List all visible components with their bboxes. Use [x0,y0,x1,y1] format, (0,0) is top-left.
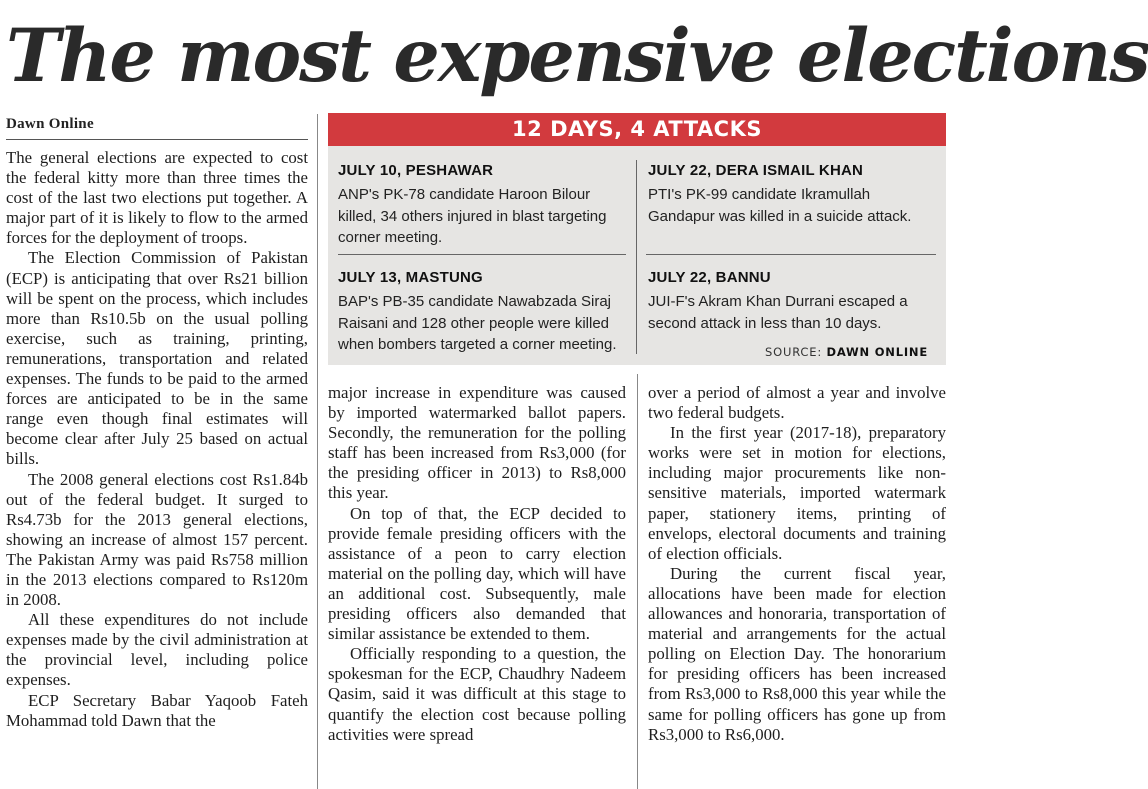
headline: The most expensive elections [6,13,1148,99]
source-credit [765,345,928,359]
source-label: SOURCE: [765,345,822,359]
event-heading: JULY 22, BANNU [648,269,771,286]
column-divider [637,374,638,789]
event-dera-ismail-khan [648,162,933,227]
event-heading: JULY 13, MASTUNG [338,269,483,286]
infobox-divider [646,254,936,255]
byline-divider [6,139,308,140]
infobox-divider [636,160,637,354]
event-heading: JULY 10, PESHAWAR [338,162,494,179]
byline: Dawn Online [6,116,94,132]
event-text: JUI-F's Akram Khan Durrani escaped a second attack in less than 10 days. [648,293,908,332]
event-text: PTI's PK-99 candidate Ikramullah Gandapur was killed in a suicide attack. [648,186,912,225]
infobox [328,146,946,365]
infobox-divider [338,254,626,255]
article-column-1 [6,148,308,731]
paragraph: All these expenditures do not include expenses made by the civil administration at the provincial level, including police expenses. [6,610,308,690]
paragraph: The 2008 general elections cost Rs1.84b out of the federal budget. It surged to Rs4.73b for the 2013 general elections, showing an increase of almost 157 percent. The Pakistan Army was paid Rs758 million in the 2013 elections compared to Rs120m in 2008. [6,469,308,610]
event-heading: JULY 22, DERA ISMAIL KHAN [648,162,864,179]
paragraph: On top of that, the ECP decided to provide female presiding officers with the assistance of a peon to carry election material on the polling day, which will have an additional cost. Subsequently, male presiding officers also demanded that similar assistance be extended to them. [328,503,626,644]
source-value: DAWN ONLINE [826,345,928,359]
article-column-3 [648,383,946,745]
event-bannu [648,269,933,334]
paragraph: over a period of almost a year and involve two federal budgets. [648,383,946,423]
paragraph: ECP Secretary Babar Yaqoob Fateh Mohammad told Dawn that the [6,690,308,730]
column-divider [317,114,318,789]
article-column-2 [328,383,626,745]
event-peshawar [338,162,623,249]
paragraph: During the current fiscal year, allocations have been made for election allowances and honoraria, transportation of material and arrangements for the actual polling on Election Day. The honorarium for presiding officers has been increased from Rs3,000 to Rs8,000 this year while the same for polling officers has gone up from Rs3,000 to Rs6,000. [648,563,946,744]
paragraph: In the first year (2017-18), preparatory works were set in motion for elections, including major procurements like non-sensitive materials, imported watermark paper, stationery items, printing of envelops, electoral documents and training of election officials. [648,423,946,563]
paragraph: The general elections are expected to cost the federal kitty more than three times the cost of the last two elections put together. A major part of it is likely to flow to the armed forces for the deployment of troops. [6,148,308,248]
paragraph: The Election Commission of Pakistan (ECP) is anticipating that over Rs21 billion will be spent on the process, which includes more than Rs10.5b on the usual polling exercise, such as training, printing, remunerations, transportation and related expenses. The funds to be paid to the armed forces are anticipated to be in the same range even though final estimates will become clear after July 25 based on actual bills. [6,248,308,469]
infobox-title: 12 DAYS, 4 ATTACKS [328,113,946,146]
paragraph: major increase in expenditure was caused by imported watermarked ballot papers. Secondly, the remuneration for the polling staff has been increased from Rs3,000 (for the presiding officer in 2013) to Rs8,000 this year. [328,383,626,503]
event-mastung [338,269,623,356]
paragraph: Officially responding to a question, the spokesman for the ECP, Chaudhry Nadeem Qasim, said it was difficult at this stage to quantify the election cost because polling activities were spread [328,644,626,744]
event-text: BAP's PB-35 candidate Nawabzada Siraj Raisani and 128 other people were killed when bombers targeted a corner meeting. [338,293,617,353]
event-text: ANP's PK-78 candidate Haroon Bilour killed, 34 others injured in blast targeting corner meeting. [338,186,607,246]
